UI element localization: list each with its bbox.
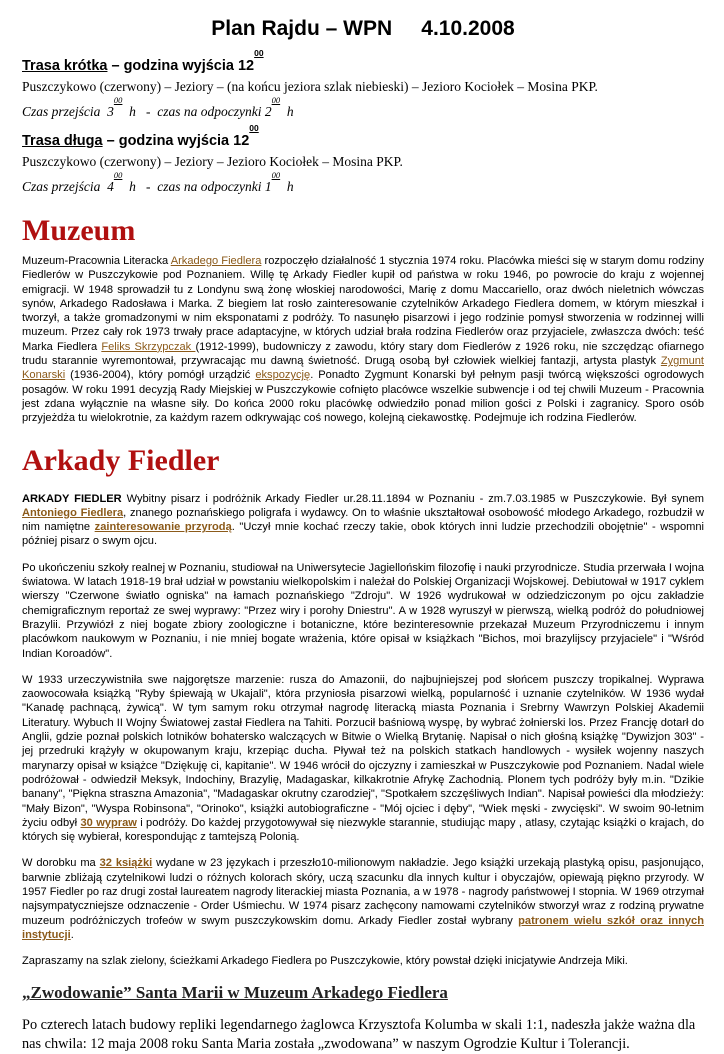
short-route-label: Trasa krótka	[22, 58, 108, 74]
page-title: Plan Rajdu – WPN 4.10.2008	[211, 17, 515, 40]
fiedler-heading: Arkady Fiedler	[22, 443, 220, 477]
arkady-fiedler-link[interactable]: Arkadego Fiedlera	[170, 255, 262, 267]
nature-interest-link[interactable]: zainteresowanie przyrodą	[94, 521, 232, 534]
short-route-time: Czas przejścia $3^{00}$ h - czas na odpoczynki $2^{00}$ h	[22, 95, 294, 119]
santa-maria-heading: „Zwodowanie” Santa Marii w Muzeum Arkadego Fiedlera	[22, 983, 448, 1003]
santa-maria-paragraph: Po czterech latach budowy repliki legendarnego żaglowca Krzysztofa Kolumba w skali 1:1, nadeszła jakże ważna dla nas chwila: 12 maja 2008 roku Santa Maria została „zwodowana” w naszym Ogrodzie Kultur i Tolerancji.	[22, 1017, 696, 1053]
thirty-expeditions-link[interactable]: 30 wypraw	[80, 816, 137, 829]
antoni-fiedler-link[interactable]: Antoniego Fiedlera	[22, 506, 124, 519]
fiedler-paragraph-4: W dorobku ma 32 książki wydane w 23 językach i przeszło10-milionowym nakładzie. Jego książki urzekają plastyką opisu, pasjonująco, barwnie zbliżają czytelnikowi ludzi o różnych kolorach skóry, uczą szacunku dla innych kultur i obyczajów, opiewają piękno przyrody. W 1957 Fiedler po raz drugi został laureatem nagrody literackiej miasta Poznania, a w 1978 - nagrody państwowej I stopnia. W 1969 otrzymał najsympatyczniejsze odznaczenie - Order Uśmiechu. W 1974 pisarz zachęcony namowami czytelników stworzył wraz z rodziną prywatne muzeum podróżniczych trofeów w swym puszczykowskim domu. Arkady Fiedler został wybrany patronem wielu szkół oraz innych instytucji.	[22, 857, 705, 941]
patron-schools-link[interactable]: patronem wielu szkół oraz innych instytucji	[22, 914, 704, 941]
short-route-path: Puszczykowo (czerwony) – Jeziory – (na końcu jeziora szlak niebieski) – Jezioro Kociołek – Mosina PKP.	[22, 79, 598, 94]
zygmunt-konarski-link[interactable]: Zygmunt Konarski	[22, 355, 704, 382]
long-route-heading: Trasa długa – godzina wyjścia $12^{00}$	[22, 123, 259, 149]
long-route-label: Trasa długa	[22, 133, 103, 149]
thirty-two-books-link[interactable]: 32 książki	[99, 857, 153, 870]
museum-heading: Muzeum	[22, 214, 136, 247]
museum-paragraph: Muzeum-Pracownia Literacka Arkadego Fiedlera rozpoczęło działalność 1 stycznia 1974 roku. Placówka mieści się w starym domu rodziny Fiedlerów w Puszczykowie pod Poznaniem. Willę tę Arkady Fiedler kupił od państwa w roku 1946, po powrocie do kraju z wojennej emigracji. W 1948 sprowadził tu z Londynu swą żonę włoskiej narodowości, Marię z domu Maccariello, oraz dwóch nieletnich wówczas synów, Arkadego Radosława i Marka. Z biegiem lat rosło zainteresowanie czytelników Arkadego Fiedlera domem, w którym mieszkał i tworzył, a także gromadzonymi w nim eksponatami z podróży. To nasunęło pisarzowi i jego rodzinie pomysł stworzenia w rodzinnej willi muzeum. Przez cały rok 1973 trwały prace adaptacyjne, w których udział brała rodzina Fiedlerów oraz przyjaciele, zwłaszcza dwóch: teść Marka Fiedlera Feliks Skrzypczak (1912-1999), budowniczy z zawodu, który stary dom Fiedlerów z 1926 roku, nie szczędząc ofiarnego trudu starannie wyremontował, przywracając mu dawną świetność. Drugą osobą był człowiek wielkiej fantazji, artysta plastyk Zygmunt Konarski (1936-2004), który pomógł urządzić ekspozycję. Ponadto Zygmunt Konarski był pełnym pasji twórcą większości ogrodowych posagów. W roku 1991 decyzją Rady Miejskiej w Puszczykowie cofnięto placówce wszelkie subwencje i od tej chwili Muzeum - Pracownia jest zdana wyłącznie na własne siły. Do końca 2000 roku placówkę odwiedziło ponad milion gości z Polski i zagranicy. Sporo osób przyjeżdża tu wielokrotnie, za każdym razem odkrywając coś nowego, kolejną ciekawostkę. Podejmuje ich rodzina Fiedlerów.	[22, 255, 704, 425]
long-route-time: Czas przejścia $4^{00}$ h - czas na odpoczynki $1^{00}$ h	[22, 170, 294, 194]
long-route-path: Puszczykowo (czerwony) – Jeziory – Jezioro Kociołek – Mosina PKP.	[22, 154, 403, 169]
invitation-paragraph: Zapraszamy na szlak zielony, ścieżkami Arkadego Fiedlera po Puszczykowie, który powstał dzięki inicjatywie Andrzeja Miki.	[22, 955, 628, 968]
fiedler-paragraph-2: Po ukończeniu szkoły realnej w Poznaniu, studiował na Uniwersytecie Jagiellońskim filozofię i nauki przyrodnicze. Studia przerwała I wojna światowa. W latach 1918-19 brał udział w powstaniu wielkopolskim i należał do Polskiej Organizacji Wojskowej. Debiutował w 1917 cyklem wierszy "Czerwone światło ogniska" na łamach poznańskiego "Zdroju". W 1926 wydrukował w odziedziczonym po ojcu zakładzie chemigraficznym reportaż ze swej wyprawy: "Przez wiry i porohy Dniestru". A w 1928 wyruszył w pierwszą, wielką podróż do południowej Brazylii. Przywiózł z niej bogate zbiory zoologiczne i botaniczne, które bezinteresownie przekazał Muzeum Przyrodniczemu i innym placówkom naukowym w Poznaniu, i nie mniej bogate wrażenia, które opisał w książkach "Bichos, moi brazylijscy przyjaciele" i "Wśród Indian Koroadów".	[22, 561, 704, 660]
document	[22, 0, 704, 1054]
ekspozycja-link[interactable]: ekspozycję	[255, 369, 311, 382]
short-route-heading: Trasa krótka – godzina wyjścia $12^{00}$	[22, 48, 264, 74]
feliks-skrzypczak-link[interactable]: Feliks Skrzypczak	[101, 340, 196, 353]
fiedler-paragraph-3: W 1933 urzeczywistniła swe najgorętsze marzenie: rusza do Amazonii, do najbujniejszej pod słońcem puszczy tropikalnej. Wyprawa zaowocowała książką "Ryby śpiewają w Ukajali", która przyniosła pisarzowi wielką, popularność i uznanie czytelników. W 1936 wydał "Kanadę pachnącą, żywicą". W tym samym roku otrzymał nagrodę literacką miasta Poznania i Srebrny Wawrzyn Polskiej Akademii Literatury. Wybuch II Wojny Światowej zastał Fiedlera na Tahiti. Porzucił baśniową wyspę, by wybrać żołnierski los. Przez Francję dotarł do Anglii, gdzie poznał polskich lotników bohatersko walczących w Bitwie o Wielką Brytanię. Napisał o nich głośną książkę "Dywizjon 303" - jej przedruki krążyły w okupowanym kraju, krzepiąc ducha. Pływał też na polskich statkach handlowych - wysiłek wojenny naszych marynarzy opisał w książce "Dziękuję ci, kapitanie". W 1946 wrócił do ojczyzny i zamieszkał w Puszczykowie pod Poznaniem. Nadal wiele podróżował - odwiedził Meksyk, Indochiny, Brazylię, Madagaskar, kilkakrotnie Afrykę Zachodnią. Plonem tych podróży były m.in. "Dzikie banany", "Piękna straszna Amazonia", "Madagaskar okrutny czarodziej", "Spotkałem szczęśliwych Indian". Napisał powieści dla młodzieży: "Mały Bizon", "Wyspa Robinsona", "Orinoko", książki autobiograficzne - "Mój ojciec i dęby", "Wiek męski - zwycięski". W swoim 90-letnim życiu odbył 30 wypraw i podróży. Do każdej przygotowywał się niezwykle starannie, studiując mapy , atlasy, czytając książki o krajach, do których się wybierał, korespondując z tamtejszą Polonią.	[22, 673, 704, 844]
fiedler-paragraph-1: ARKADY FIEDLER Wybitny pisarz i podróżnik Arkady Fiedler ur.28.11.1894 w Poznaniu - zm.7.03.1985 w Puszczykowie. Był synem Antoniego Fiedlera, znanego poznańskiego poligrafa i wydawcy. On to właśnie ukształtował osobowość młodego Arkadego, rozbudził w nim namiętne zainteresowanie przyrodą. "Uczył mnie kochać rzeczy takie, obok których inni ludzie przechodzili obojętnie" - wspomni później pisarz o swym ojcu.	[22, 492, 705, 548]
